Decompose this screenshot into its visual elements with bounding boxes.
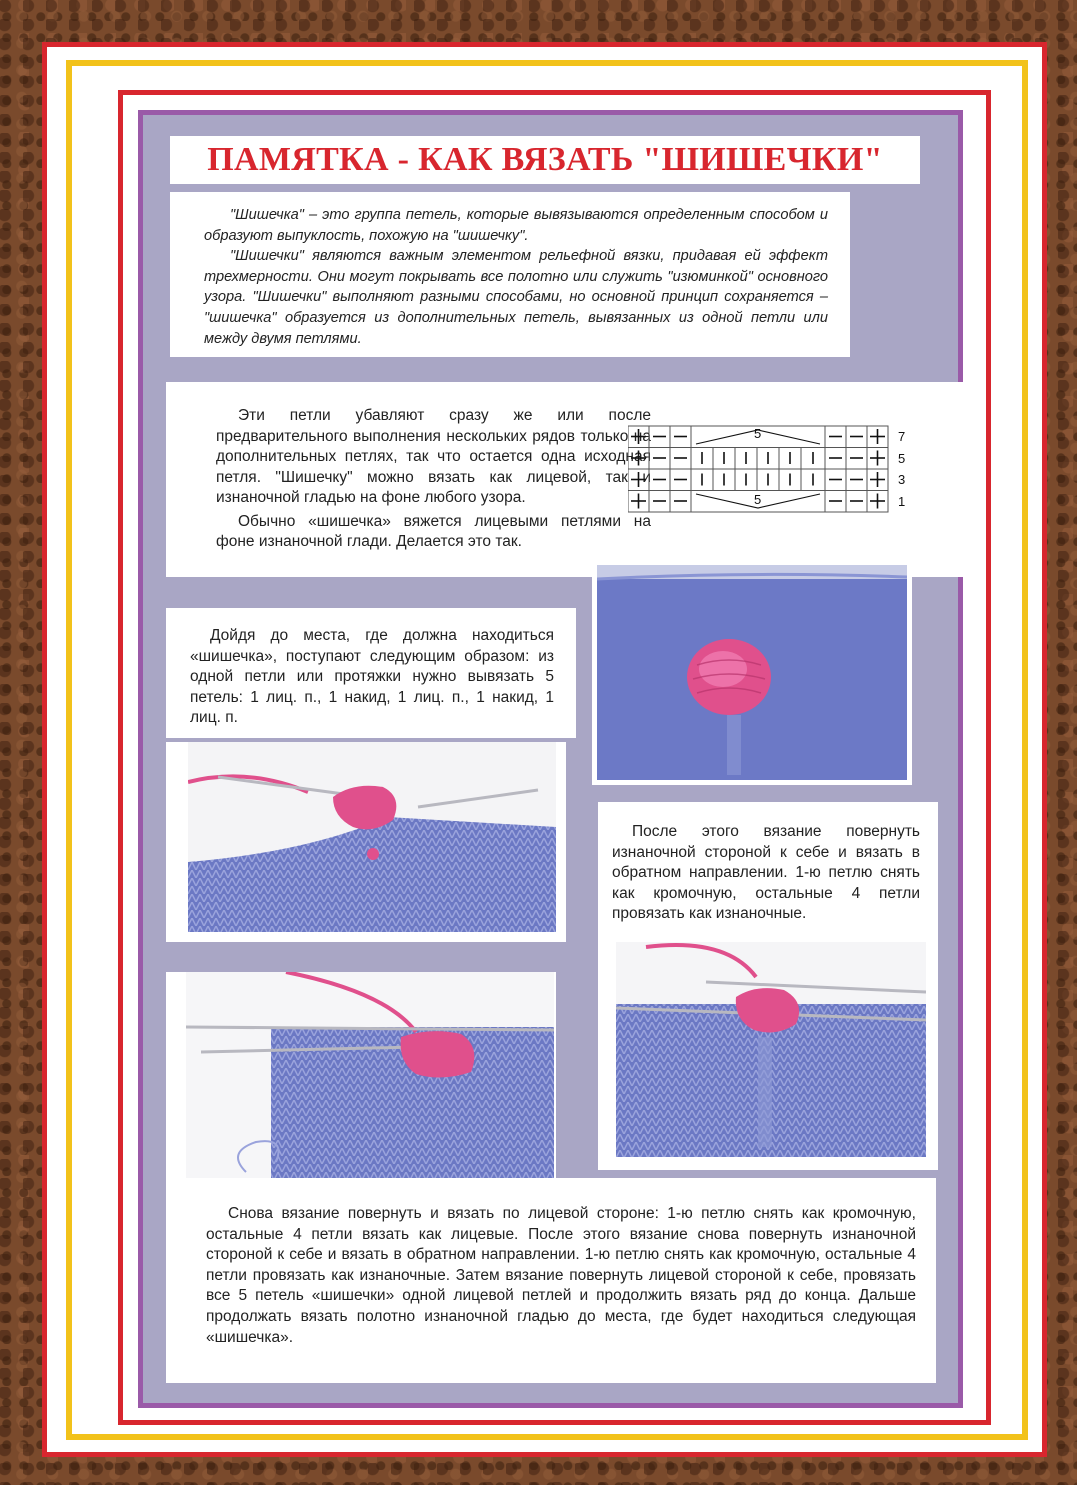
row-label: 3 [898, 472, 906, 487]
row-label: 5 [898, 451, 906, 466]
section3-text: После этого вязание повернуть изнаночной стороной к себе и вязать в обратном направлении. 1-ю петлю снять как кромочную, остальные 4 петли провязать как изнаночные. [612, 823, 920, 922]
section4-panel [166, 1178, 936, 1383]
section1-paragraph: Эти петли убавляют сразу же или после предварительного выполнения нескольких рядов только на дополнительных петлях, так что остается одна исходная петля. "Шишечку" можно вязать как лицевой, так и изнаночной гладью на фоне любого узора. [216, 407, 651, 506]
section1-paragraph: Обычно «шишечка» вяжется лицевыми петлями на фоне изнаночной глади. Делается это так. [216, 512, 651, 550]
knit-row-photo [186, 972, 554, 1182]
section1-text [216, 406, 651, 553]
section4-text: Снова вязание повернуть и вязать по лицевой стороне: 1-ю петлю снять как кромочную, остальные 4 петли вязать как лицевые. После этого вязание снова повернуть изнаночной стороной к себе и вязать в обратном направлении. 1-ю петлю снять как кромочную, остальные 4 петли провязать как изнаночные. Затем вязание повернуть лицевой стороной к себе, провязать все 5 петель «шишечки» одной лицевой петлей и продолжить вязать ряд до конца. Дальше продолжать вязать полотно изнаночной гладью до места, где будет находиться следующая «шишечка». [206, 1205, 916, 1346]
chart-count-label: 5 [754, 492, 762, 507]
intro-paragraph: "Шишечки" являются важным элементом рельефной вязки, придавая ей эффект трехмерности. Они могут покрывать все полотно или служить "изюминкой" основного узора. "Шишечки" выполняют разными способами, но основной принцип сохраняется – "шишечка" образуется из дополнительных петель, вывязанных из одной петли или между двумя петлями. [204, 248, 828, 347]
intro-paragraph: "Шишечка" – это группа петель, которые вывязываются определенным способом и образуют выпуклость, похожую на "шишечку". [204, 207, 828, 244]
section1-panel [166, 382, 966, 577]
row-label: 7 [898, 429, 906, 444]
finished-bobble-photo [597, 565, 907, 780]
knitting-5-stitches-photo [188, 742, 556, 932]
title-banner [170, 136, 920, 184]
section3-panel [598, 802, 938, 942]
intro-panel [170, 192, 850, 357]
chart-count-label: 5 [754, 426, 762, 441]
photo2-panel [166, 742, 566, 942]
bobble-stitch-chart [628, 422, 918, 517]
section2-text: Дойдя до места, где должна находиться «шишечка», поступают следующим образом: из одной петли или протяжки нужно вывязать 5 петель: 1 лиц. п., 1 накид, 1 лиц. п., 1 накид, 1 лиц. п. [190, 627, 554, 726]
section2-panel [166, 608, 576, 738]
row-label: 1 [898, 494, 906, 509]
photo4-panel [598, 942, 938, 1170]
page-title: ПАМЯТКА - КАК ВЯЗАТЬ "ШИШЕЧКИ" [207, 141, 883, 178]
photo3-panel [166, 972, 556, 1202]
purl-row-photo [616, 942, 926, 1157]
